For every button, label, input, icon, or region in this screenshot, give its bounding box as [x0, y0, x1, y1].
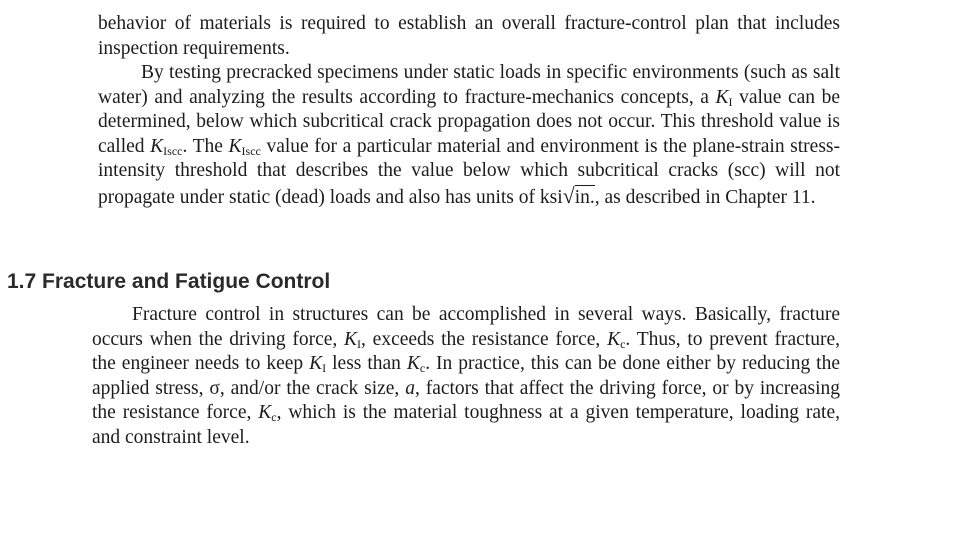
symbol-k: K [607, 328, 621, 350]
paragraph-continuation-text: behavior of materials is required to establish an overall fracture-control plan that includes inspection requirements. [98, 13, 840, 59]
symbol-k: K [150, 135, 164, 157]
subscript: I [728, 94, 733, 109]
radical-sign: √ [562, 182, 575, 208]
paragraph-fracture-control [92, 303, 840, 451]
text: , as described in Chapter 11. [594, 186, 816, 208]
text: , exceeds the resistance force, [361, 328, 608, 350]
subscript: I [357, 336, 362, 351]
paragraph-kiscc [98, 61, 840, 211]
symbol-k: K [406, 353, 420, 375]
text: . Thus, to prevent fracture, the engineer needs to keep [92, 328, 840, 375]
text: Fracture control in structures can be accomplished in several ways. Basically, fracture occurs when the driving force, [92, 304, 840, 350]
text: value can be determined, below which subcritical crack propagation does not occur. This threshold value is called [98, 86, 840, 157]
subscript: c [271, 410, 277, 425]
subscript: Iscc [163, 143, 183, 158]
section-heading: 1.7 Fracture and Fatigue Control [7, 270, 331, 293]
symbol-a: a [405, 377, 415, 399]
paragraph-continuation [98, 12, 840, 61]
text: , which is the material toughness at a given temperature, loading rate, and constraint level. [92, 402, 840, 448]
text: By testing precracked specimens under static loads in specific environments (such as salt water) and analyzing the results according to fracture-mechanics concepts, a [98, 62, 840, 108]
text: . The [182, 135, 229, 157]
symbol-k: K [344, 328, 358, 350]
subscript: c [419, 361, 426, 376]
symbol-k: K [309, 353, 323, 375]
text: , factors that affect the driving force, or by increasing the resistance force, [92, 377, 841, 424]
symbol-k: K [228, 135, 242, 157]
symbol-k: K [715, 86, 729, 108]
text: . In practice, this can be done either by reducing the applied stress, σ, and/or the crack size, [92, 353, 841, 399]
subscript: I [322, 361, 327, 376]
unit-under-radical: in. [574, 186, 595, 208]
subscript: Iscc [241, 143, 261, 158]
text: less than [326, 353, 407, 375]
subscript: c [620, 336, 626, 351]
text: value for a particular material and environment is the plane-strain stress-intensity threshold that describes the value below which subcritical cracks (scc) will not propagate under static (dead) loads and also has units of ksi [98, 135, 840, 208]
symbol-k: K [258, 402, 272, 424]
